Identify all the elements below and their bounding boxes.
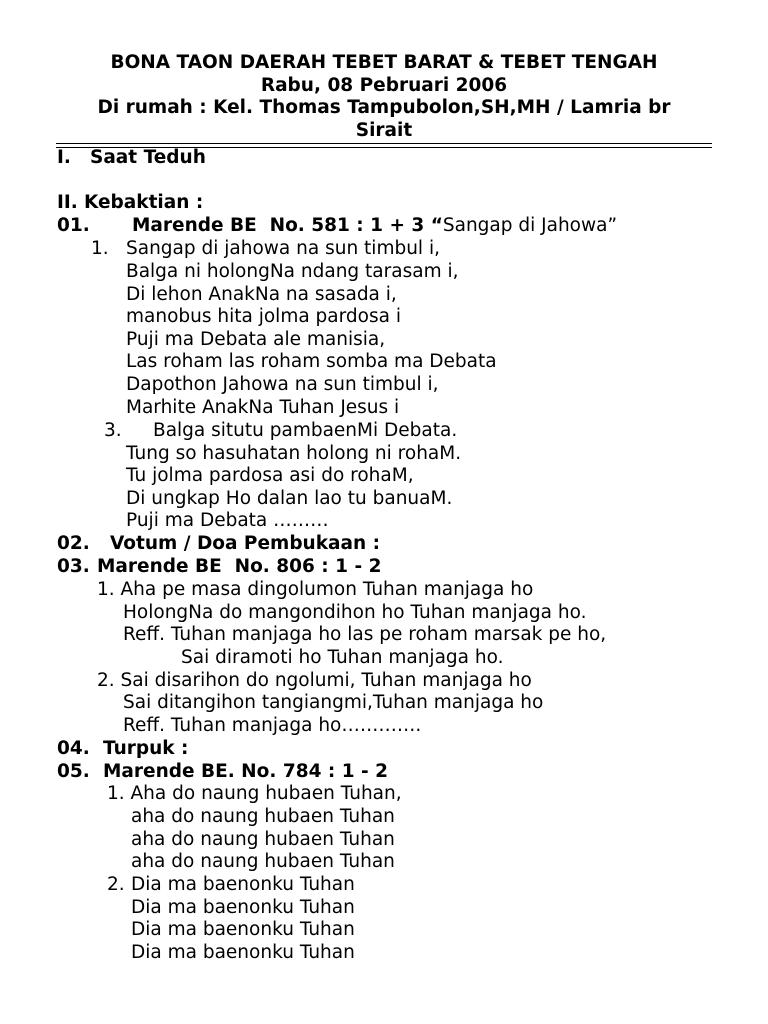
item-01-verse-3-line: Puji ma Debata ……… <box>126 510 329 531</box>
item-01-verse-1-line: Las roham las roham somba ma Debata <box>126 351 497 372</box>
item-01-verse-3-number: 3. <box>104 420 122 441</box>
item-01-verse-1-line: Balga ni holongNa ndang tarasam i, <box>126 261 459 282</box>
item-05-verse-2-line: Dia ma baenonku Tuhan <box>131 897 355 918</box>
item-05-verse-2-number: 2. <box>107 874 125 895</box>
item-05-verse-2-line: Dia ma baenonku Tuhan <box>131 919 355 940</box>
header-location: Di rumah : Kel. Thomas Tampubolon,SH,MH / Lamria br <box>97 97 671 118</box>
item-01-verse-1-number: 1. <box>91 238 109 259</box>
item-01-verse-3-line: Tu jolma pardosa asi do rohaM, <box>126 465 414 486</box>
item-05-verse-2-line: Dia ma baenonku Tuhan <box>131 874 355 895</box>
item-01-heading <box>132 215 617 237</box>
item-03-verse-1-line: HolongNa do mangondihon ho Tuhan manjaga ho. <box>123 602 587 623</box>
item-01-number: 01. <box>57 215 90 236</box>
item-05-number: 05. <box>57 761 90 782</box>
item-03-refrain-cont: Sai diramoti ho Tuhan manjaga ho. <box>181 647 504 668</box>
item-03-title: Marende BE No. 806 : 1 - 2 <box>97 556 382 577</box>
item-01-verse-1-line: Dapothon Jahowa na sun timbul i, <box>126 374 439 395</box>
item-01-subtitle: Sangap di Jahowa” <box>442 215 618 236</box>
item-03-number: 03. <box>57 556 90 577</box>
item-05-title: Marende BE. No. 784 : 1 - 2 <box>103 761 389 782</box>
header-divider-top <box>56 143 712 144</box>
item-04-number: 04. <box>57 738 90 759</box>
item-03-verse-2-line: 2. Sai disarihon do ngolumi, Tuhan manjaga ho <box>97 670 532 691</box>
item-01-verse-3-line: Di ungkap Ho dalan lao tu banuaM. <box>126 488 453 509</box>
item-01-verse-1-line: Marhite AnakNa Tuhan Jesus i <box>126 397 400 418</box>
item-05-verse-1-line: aha do naung hubaen Tuhan <box>131 851 395 872</box>
item-03-refrain: Reff. Tuhan manjaga ho…………. <box>123 715 422 736</box>
item-05-verse-2-line: Dia ma baenonku Tuhan <box>131 942 355 963</box>
item-04-title: Turpuk : <box>103 738 189 759</box>
section-2-number: II. <box>57 192 78 213</box>
item-03-refrain: Reff. Tuhan manjaga ho las pe roham marsak pe ho, <box>123 624 607 645</box>
item-02-title: Votum / Doa Pembukaan : <box>110 533 381 554</box>
item-01-verse-1-line: Sangap di jahowa na sun timbul i, <box>126 238 440 259</box>
item-01-verse-3-line: Balga situtu pambaenMi Debata. <box>153 420 458 441</box>
section-1-number: I. <box>57 147 71 168</box>
item-05-verse-1-line: aha do naung hubaen Tuhan <box>131 829 395 850</box>
section-2-title: Kebaktian : <box>84 192 204 213</box>
item-01-verse-3-line: Tung so hasuhatan holong ni rohaM. <box>126 443 462 464</box>
item-03-verse-2-line: Sai ditangihon tangiangmi,Tuhan manjaga ho <box>123 692 544 713</box>
item-01-verse-1-line: manobus hita jolma pardosa i <box>126 306 401 327</box>
item-05-verse-1-line: 1. Aha do naung hubaen Tuhan, <box>107 783 402 804</box>
item-02-number: 02. <box>57 533 90 554</box>
item-01-verse-1-line: Di lehon AnakNa na sasada i, <box>126 284 397 305</box>
header-date: Rabu, 08 Pebruari 2006 <box>260 75 508 96</box>
header-location-cont: Sirait <box>355 120 413 141</box>
header-title: BONA TAON DAERAH TEBET BARAT & TEBET TENGAH <box>110 52 658 73</box>
item-01-title: Marende BE No. 581 : 1 + 3 “ <box>132 215 443 236</box>
item-05-verse-1-line: aha do naung hubaen Tuhan <box>131 806 395 827</box>
item-03-verse-1-line: 1. Aha pe masa dingolumon Tuhan manjaga ho <box>97 579 534 600</box>
section-1-title: Saat Teduh <box>90 147 206 168</box>
item-01-verse-1-line: Puji ma Debata ale manisia, <box>126 329 386 350</box>
